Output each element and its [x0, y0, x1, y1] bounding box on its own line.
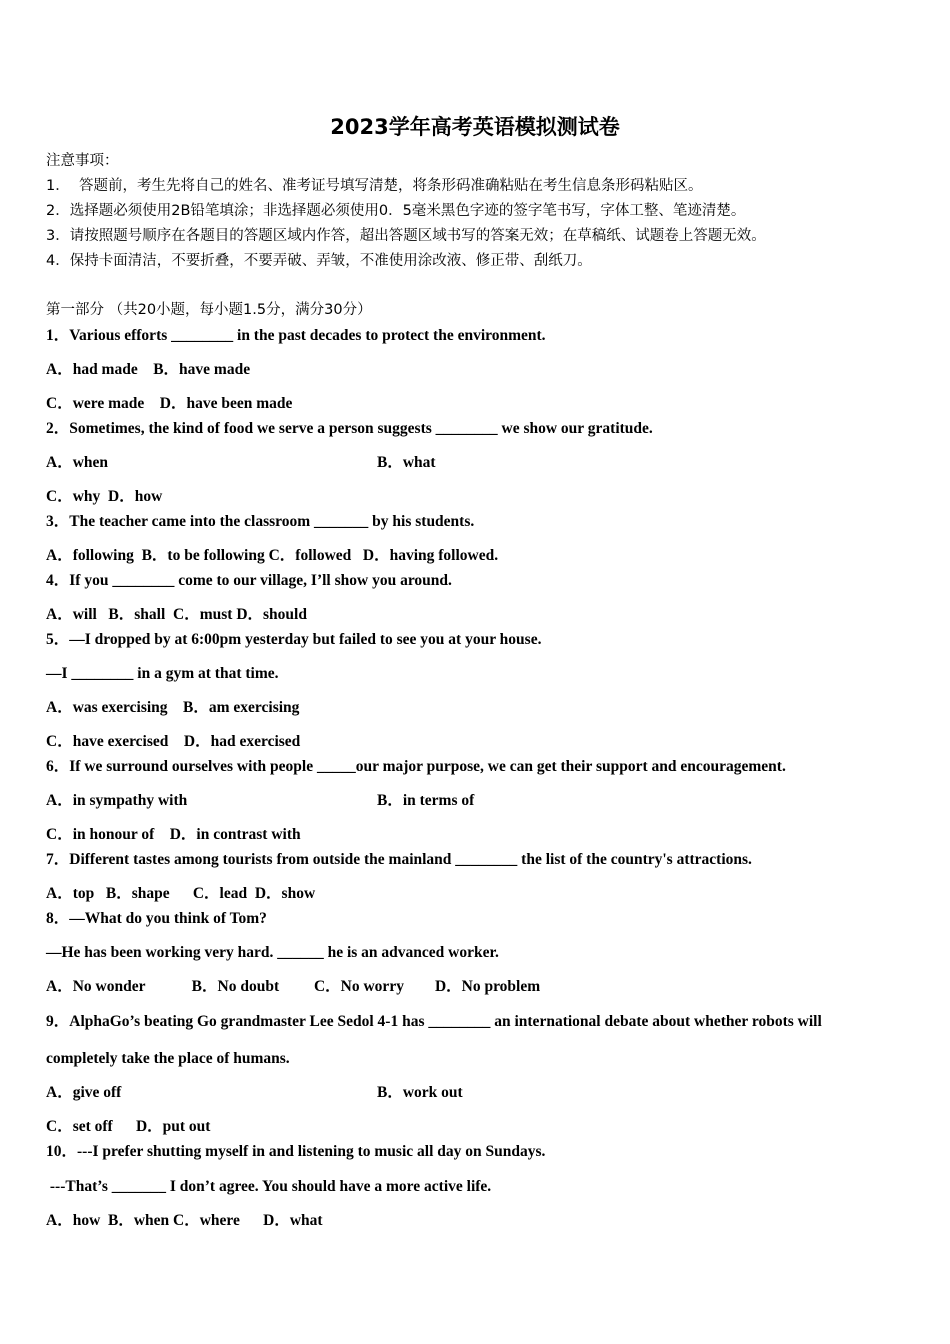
option-b: B．work out [377, 1084, 463, 1101]
notice-heading: 注意事项： [46, 153, 119, 169]
notice-item: 4．保持卡面清洁，不要折叠，不要弄破、弄皱，不准使用涂改液、修正带、刮纸刀。 [46, 253, 592, 269]
question-options: A．No wonder B．No doubt C．No worry D．No problem [46, 978, 541, 995]
section-heading: 第一部分 （共20小题，每小题1.5分，满分30分） [46, 302, 372, 318]
question-stem: 6．If we surround ourselves with people _____our major purpose, we can get their support and encouragement. [46, 758, 786, 775]
question-stem-continued: completely take the place of humans. [46, 1050, 290, 1067]
page-title: 2023学年高考英语模拟测试卷 [330, 115, 620, 139]
question-stem-reply: ---That’s _______ I don’t agree. You should have a more active life. [46, 1178, 492, 1195]
option-b: B．in terms of [377, 792, 475, 809]
notice-item: 1． 答题前，考生先将自己的姓名、准考证号填写清楚，将条形码准确粘贴在考生信息条形码粘贴区。 [46, 178, 703, 194]
question-stem: 9．AlphaGo’s beating Go grandmaster Lee Sedol 4-1 has ________ an international debate about whether robots will [46, 1013, 822, 1030]
question-options: C．why D．how [46, 488, 163, 505]
question-options: A．following B．to be following C．followed D．having followed. [46, 547, 499, 564]
question-stem: 1．Various efforts ________ in the past decades to protect the environment. [46, 327, 546, 344]
question-stem: 4．If you ________ come to our village, I’ll show you around. [46, 572, 452, 589]
question-stem: 2．Sometimes, the kind of food we serve a person suggests ________ we show our gratitude. [46, 420, 653, 437]
question-options: C．in honour of D．in contrast with [46, 826, 301, 843]
option-a: A．in sympathy with [46, 792, 188, 809]
notice-item: 3．请按照题号顺序在各题目的答题区域内作答，超出答题区域书写的答案无效；在草稿纸、试题卷上答题无效。 [46, 228, 766, 244]
question-options: A．will B．shall C．must D．should [46, 606, 307, 623]
question-stem: 3．The teacher came into the classroom _______ by his students. [46, 513, 475, 530]
question-options: A．was exercising B．am exercising [46, 699, 300, 716]
question-stem: 10．---I prefer shutting myself in and listening to music all day on Sundays. [46, 1143, 546, 1160]
question-options: A．top B．shape C．lead D．show [46, 885, 316, 902]
question-options: C．have exercised D．had exercised [46, 733, 301, 750]
question-options: C．were made D．have been made [46, 395, 293, 412]
question-options: A．had made B．have made [46, 361, 251, 378]
notice-item: 2．选择题必须使用2B铅笔填涂；非选择题必须使用0．5毫米黑色字迹的签字笔书写，字体工整、笔迹清楚。 [46, 203, 746, 219]
question-options: C．set off D．put out [46, 1118, 211, 1135]
option-b: B．what [377, 454, 436, 471]
option-a: A．when [46, 454, 109, 471]
question-stem: 8．—What do you think of Tom? [46, 910, 267, 927]
question-stem: 7．Different tastes among tourists from outside the mainland ________ the list of the country's attractions. [46, 851, 752, 868]
question-stem: 5．—I dropped by at 6:00pm yesterday but failed to see you at your house. [46, 631, 542, 648]
question-stem-reply: —I ________ in a gym at that time. [46, 665, 279, 682]
question-options: A．how B．when C．where D．what [46, 1212, 323, 1229]
question-stem-reply: —He has been working very hard. ______ he is an advanced worker. [46, 944, 499, 961]
option-a: A．give off [46, 1084, 122, 1101]
